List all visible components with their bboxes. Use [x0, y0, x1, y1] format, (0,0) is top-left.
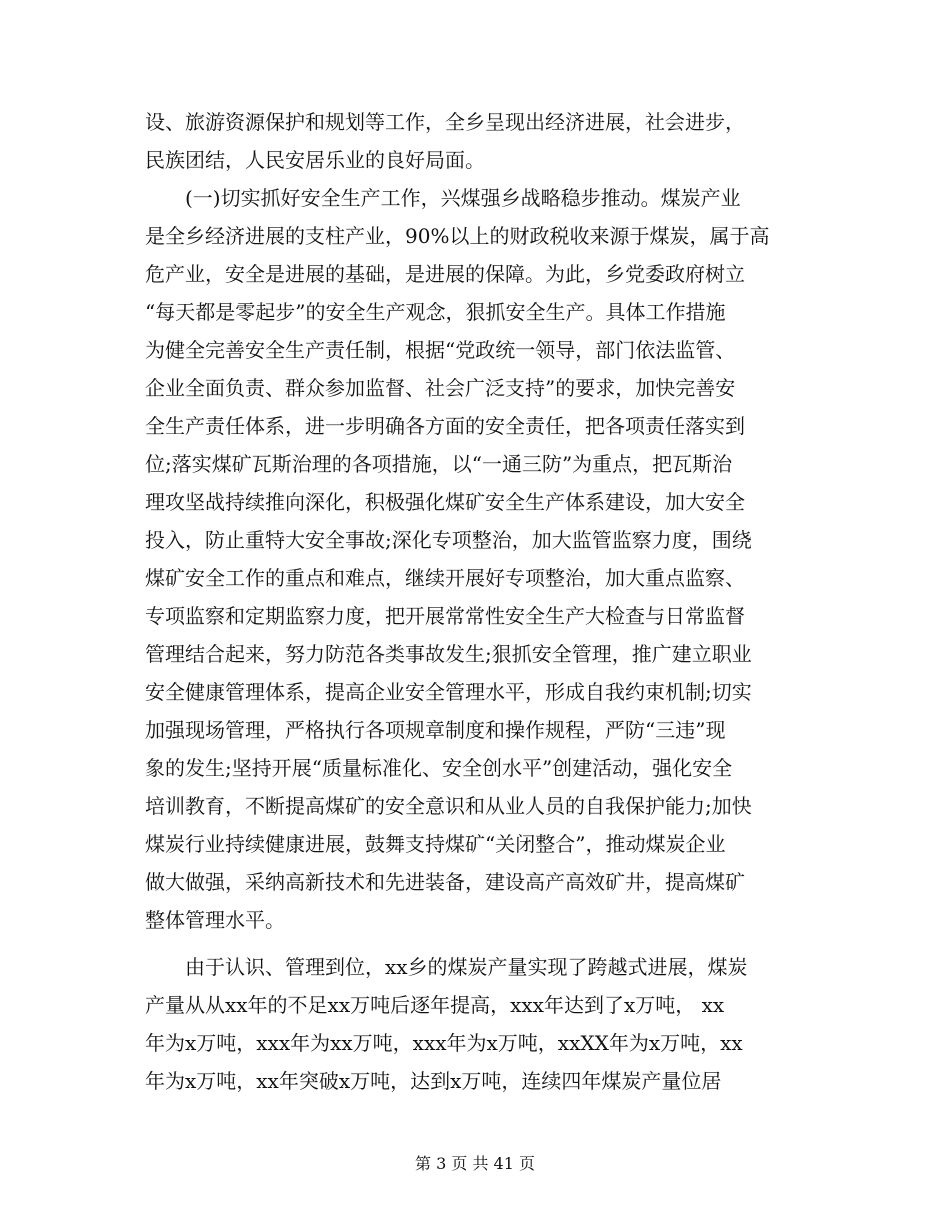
paragraph-2 [145, 179, 810, 939]
text-line: 整体管理水平。 [145, 908, 285, 932]
text-line: (一)切实抓好安全生产工作，兴煤强乡战略稳步推动。煤炭产业 [185, 186, 741, 210]
text-line: 产量从从xx年的不足xx万吨后逐年提高，xxx年达到了x万吨， xx [145, 993, 725, 1017]
text-line: 做大做强，采纳高新技术和先进装备，建设高产高效矿井，提高煤矿 [145, 870, 745, 894]
text-line: 管理结合起来，努力防范各类事故发生;狠抓安全管理，推广建立职业 [145, 642, 752, 666]
paragraph-1 [145, 103, 810, 179]
text-line: 煤炭行业持续健康进展，鼓舞支持煤矿“关闭整合”，推动煤炭企业 [145, 832, 726, 856]
text-line: 安全健康管理体系，提高企业安全管理水平，形成自我约束机制;切实 [145, 680, 752, 704]
page-number-label: 第 3 页 共 41 页 [415, 1154, 535, 1173]
text-line: 年为x万吨，xx年突破x万吨，达到x万吨，连续四年煤炭产量位居 [145, 1069, 722, 1093]
text-line: 设、旅游资源保护和规划等工作，全乡呈现出经济进展，社会进步， [145, 110, 745, 134]
text-line: 是全乡经济进展的支柱产业，90%以上的财政税收来源于煤炭，属于高 [145, 224, 770, 248]
text-line: 位;落实煤矿瓦斯治理的各项措施，以“一通三防”为重点，把瓦斯治 [145, 452, 733, 476]
text-line: 为健全完善安全生产责任制，根据“党政统一领导，部门依法监管、 [145, 338, 736, 362]
text-line: 由于认识、管理到位，xx乡的煤炭产量实现了跨越式进展，煤炭 [185, 955, 748, 979]
text-line: 理攻坚战持续推向深化，积极强化煤矿安全生产体系建设，加大安全 [145, 490, 745, 514]
page-footer [0, 1152, 950, 1176]
text-line: 投入，防止重特大安全事故;深化专项整治，加大监管监察力度，围绕 [145, 528, 752, 552]
text-line: 煤矿安全工作的重点和难点，继续开展好专项整治，加大重点监察、 [145, 566, 745, 590]
document-body [145, 103, 810, 1100]
text-line: 加强现场管理，严格执行各项规章制度和操作规程，严防“三违”现 [145, 718, 726, 742]
text-line: 培训教育，不断提高煤矿的安全意识和从业人员的自我保护能力;加快 [145, 794, 752, 818]
text-line: 企业全面负责、群众参加监督、社会广泛支持”的要求，加快完善安 [145, 376, 736, 400]
paragraph-3 [145, 948, 810, 1100]
text-line: 专项监察和定期监察力度，把开展常常性安全生产大检查与日常监督 [145, 604, 745, 628]
text-line: 全生产责任体系，进一步明确各方面的安全责任，把各项责任落实到 [145, 414, 745, 438]
paragraph-gap [145, 939, 810, 948]
text-line: 象的发生;坚持开展“质量标准化、安全创水平”创建活动，强化安全 [145, 756, 733, 780]
text-line: “每天都是零起步”的安全生产观念，狠抓安全生产。具体工作措施 [145, 300, 726, 324]
text-line: 民族团结，人民安居乐业的良好局面。 [145, 148, 485, 172]
text-line: 年为x万吨，xxx年为xx万吨，xxx年为x万吨，xxXX年为x万吨，xx [145, 1031, 743, 1055]
text-line: 危产业，安全是进展的基础，是进展的保障。为此，乡党委政府树立 [145, 262, 745, 286]
